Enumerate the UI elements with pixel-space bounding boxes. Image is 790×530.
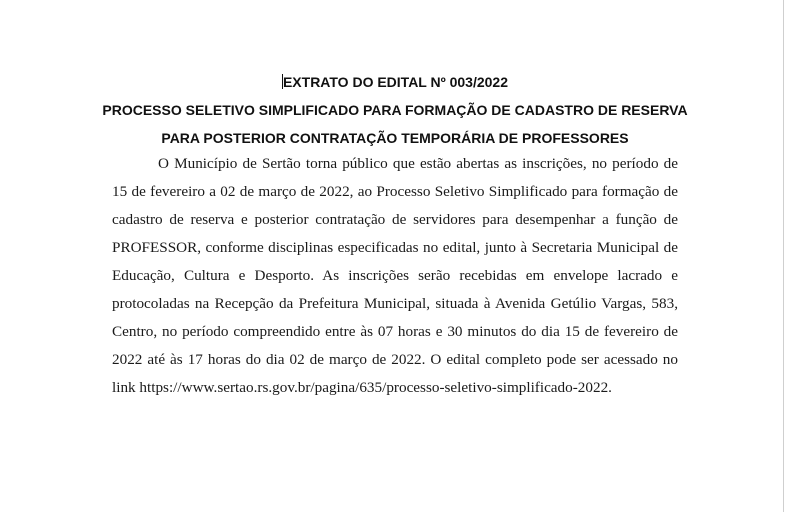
document-title: EXTRATO DO EDITAL Nº 003/2022 [282,74,509,90]
document-heading [0,68,790,152]
subtitle-line-1: PROCESSO SELETIVO SIMPLIFICADO PARA FORMAÇÃO DE CADASTRO DE RESERVA [102,102,688,118]
title-line [0,68,790,96]
body-paragraph: O Município de Sertão torna público que estão abertas as inscrições, no período de 15 de fevereiro a 02 de março de 2022, ao Processo Seletivo Simplificado para formação de cadastro de reserva e posterior contratação de servidores para desempenhar a função de PROFESSOR, conforme disciplinas especificadas no edital, junto à Secretaria Municipal de Educação, Cultura e Desporto. As inscrições serão recebidas em envelope lacrado e protocoladas na Recepção da Prefeitura Municipal, situada à Avenida Getúlio Vargas, 583, Centro, no período compreendido entre às 07 horas e 30 minutos do dia 15 de fevereiro de 2022 até às 17 horas do dia 02 de março de 2022. O edital completo pode ser acessado no link https://www.sertao.rs.gov.br/pagina/635/processo-seletivo-simplificado-2022. [112,155,678,396]
subtitle-line-2: PARA POSTERIOR CONTRATAÇÃO TEMPORÁRIA DE PROFESSORES [161,130,629,146]
